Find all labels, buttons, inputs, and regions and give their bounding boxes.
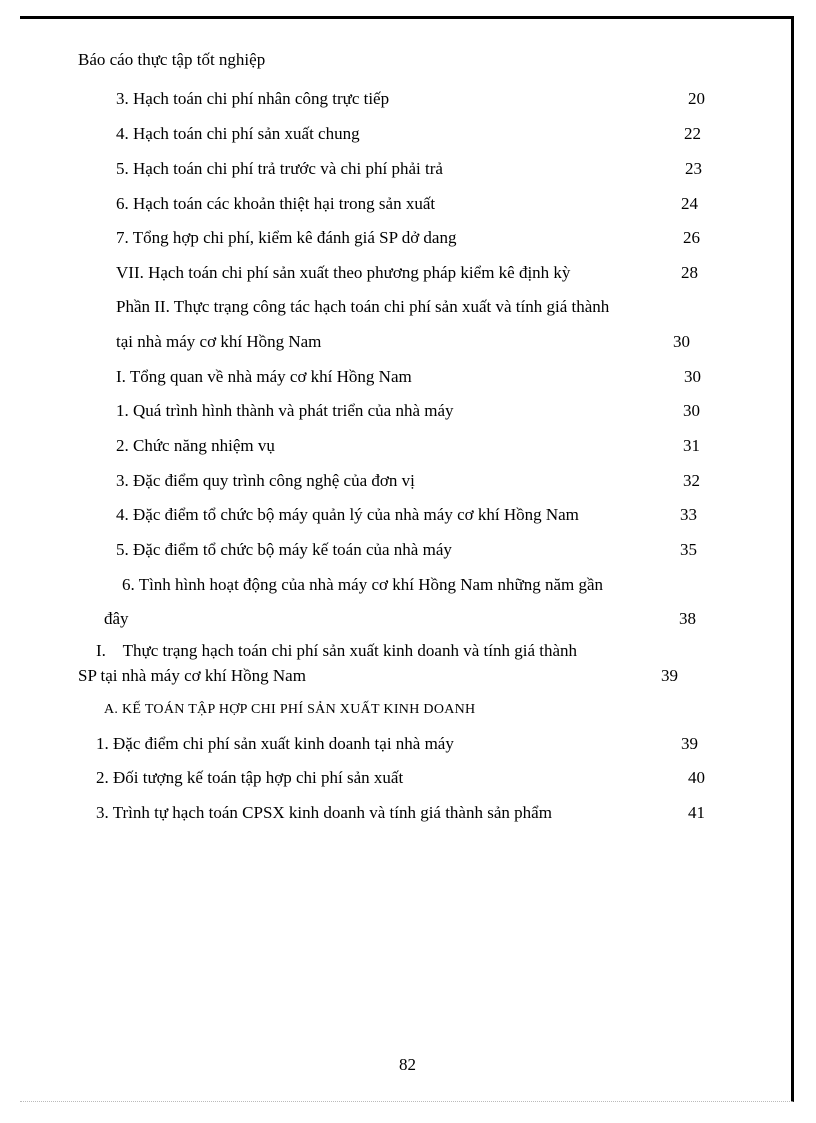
- toc-page-number: 39: [681, 734, 698, 753]
- toc-entry: I. Tổng quan về nhà máy cơ khí Hồng Nam: [116, 367, 412, 386]
- toc-page-number: 30: [684, 367, 701, 386]
- toc-page-number: 23: [685, 159, 702, 178]
- toc-page-number: 38: [679, 609, 696, 628]
- toc-entry: tại nhà máy cơ khí Hồng Nam: [116, 332, 322, 351]
- toc-page-number: 22: [684, 124, 701, 143]
- toc-entry: 6. Hạch toán các khoản thiệt hại trong sản xuất: [116, 194, 436, 213]
- toc-entry: 5. Đặc điểm tổ chức bộ máy kế toán của nhà máy: [116, 540, 452, 559]
- toc-entry: SP tại nhà máy cơ khí Hồng Nam: [78, 666, 306, 685]
- toc-entry: 1. Quá trình hình thành và phát triển của nhà máy: [116, 401, 454, 420]
- toc-page-number: 30: [673, 332, 690, 351]
- toc-page-number: 32: [683, 471, 700, 490]
- toc-entry: 3. Trình tự hạch toán CPSX kinh doanh và tính giá thành sản phẩm: [96, 803, 552, 822]
- toc-entry: 2. Chức năng nhiệm vụ: [116, 436, 275, 455]
- toc-entry: 6. Tình hình hoạt động của nhà máy cơ khí Hồng Nam những năm gần: [122, 575, 604, 594]
- toc-page-number: 20: [688, 89, 705, 108]
- toc-entry: 1. Đặc điểm chi phí sản xuất kinh doanh tại nhà máy: [96, 734, 454, 753]
- toc-entry: 5. Hạch toán chi phí trả trước và chi phí phải trả: [116, 159, 443, 178]
- footer-page-number: 82: [399, 1055, 416, 1074]
- toc-entry: đây: [104, 609, 129, 628]
- toc-entry: 3. Hạch toán chi phí nhân công trực tiếp: [116, 89, 390, 108]
- toc-entry: 3. Đặc điểm quy trình công nghệ của đơn vị: [116, 471, 415, 490]
- toc-page-number: 26: [683, 228, 700, 247]
- toc-page-number: 24: [681, 194, 698, 213]
- toc-page-number: 33: [680, 505, 697, 524]
- toc-page-number: 31: [683, 436, 700, 455]
- toc-entry: 7. Tổng hợp chi phí, kiểm kê đánh giá SP dở dang: [116, 228, 457, 247]
- toc-page-number: 28: [681, 263, 698, 282]
- toc-page-number: 30: [683, 401, 700, 420]
- toc-entry: 4. Đặc điểm tổ chức bộ máy quản lý của nhà máy cơ khí Hồng Nam: [116, 505, 579, 524]
- toc-section-heading: A. KẾ TOÁN TẬP HỢP CHI PHÍ SẢN XUẤT KINH DOANH: [104, 702, 476, 717]
- toc-entry: Phần II. Thực trạng công tác hạch toán chi phí sản xuất và tính giá thành: [116, 297, 610, 316]
- document-header: Báo cáo thực tập tốt nghiệp: [78, 50, 266, 69]
- toc-page-number: 40: [688, 768, 705, 787]
- toc-entry: 4. Hạch toán chi phí sản xuất chung: [116, 124, 360, 143]
- toc-page-number: 39: [661, 666, 678, 685]
- toc-entry: I. Thực trạng hạch toán chi phí sản xuất kinh doanh và tính giá thành: [96, 641, 578, 660]
- toc-page-number: 35: [680, 540, 697, 559]
- toc-page-number: 41: [688, 803, 705, 822]
- toc-entry: 2. Đối tượng kế toán tập hợp chi phí sản xuất: [96, 768, 404, 787]
- toc-entry: VII. Hạch toán chi phí sản xuất theo phương pháp kiểm kê định kỳ: [116, 263, 571, 282]
